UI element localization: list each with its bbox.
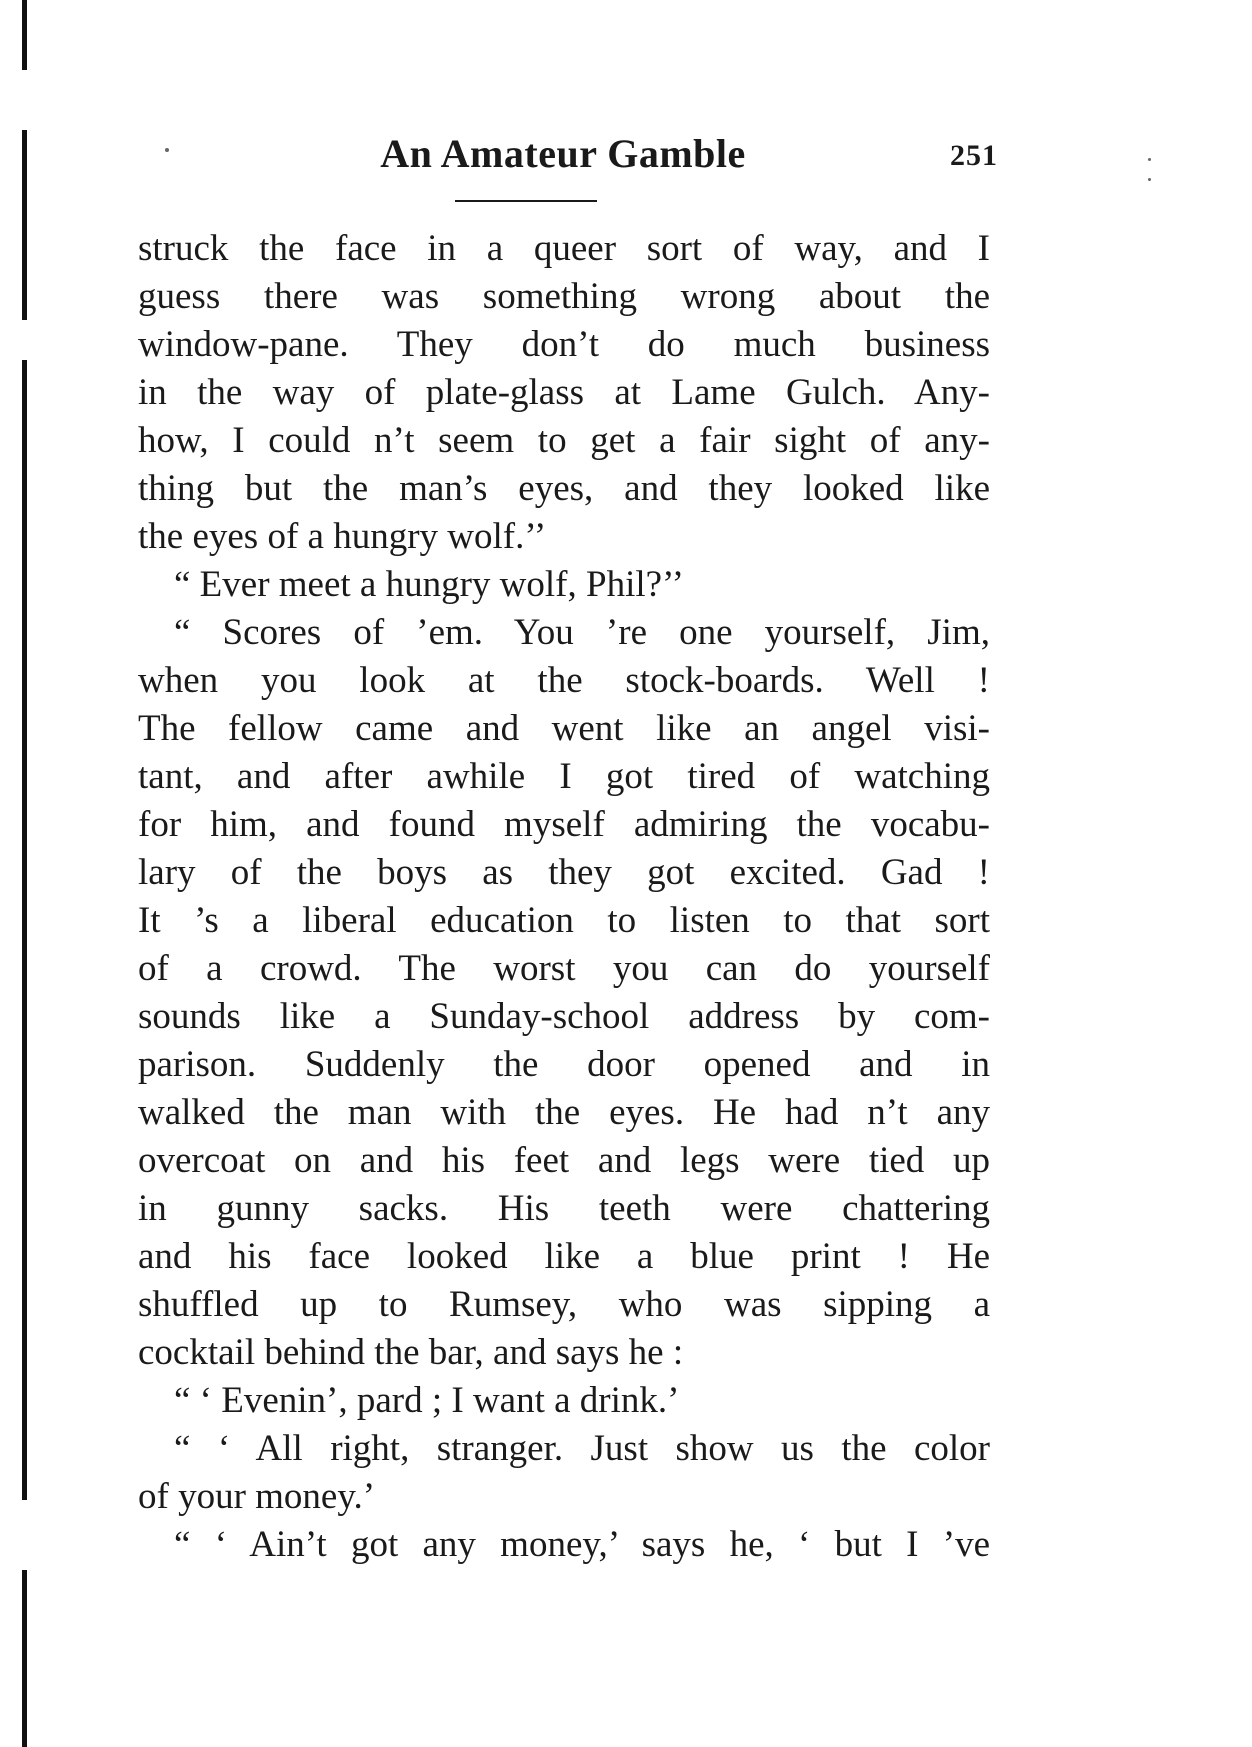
text-line: the eyes of a hungry wolf.’’ <box>138 516 547 557</box>
text-line: “ Ever meet a hungry wolf, Phil?’’ <box>174 564 684 605</box>
text-line: “ ‘ All right, stranger. Just show us the color <box>174 1428 990 1469</box>
text-line: overcoat on and his feet and legs were tied up <box>138 1140 990 1181</box>
text-line: It ’s a liberal education to listen to that sort <box>138 900 990 941</box>
scan-speck <box>1148 158 1151 161</box>
text-line: “ ‘ Evenin’, pard ; I want a drink.’ <box>174 1380 680 1421</box>
running-head-title: An Amateur Gamble <box>380 131 746 176</box>
running-head <box>138 130 998 190</box>
text-line: in gunny sacks. His teeth were chattering <box>138 1188 990 1229</box>
text-line: “ ‘ Ain’t got any money,’ says he, ‘ but I ’ve <box>174 1524 990 1565</box>
text-line: lary of the boys as they got excited. Gad ! <box>138 852 990 893</box>
text-line: cocktail behind the bar, and says he : <box>138 1332 684 1373</box>
text-line: struck the face in a queer sort of way, and I <box>138 228 990 269</box>
text-line: walked the man with the eyes. He had n’t any <box>138 1092 990 1133</box>
text-line: guess there was something wrong about the <box>138 276 990 317</box>
text-line: “ Scores of ’em. You ’re one yourself, Jim, <box>174 612 990 653</box>
binding-edge-gap <box>20 1500 29 1570</box>
binding-edge-gap <box>20 320 29 360</box>
text-line: of a crowd. The worst you can do yourself <box>138 948 990 989</box>
text-line: and his face looked like a blue print ! He <box>138 1236 990 1277</box>
text-line: window-pane. They don’t do much business <box>138 324 990 365</box>
text-line: The fellow came and went like an angel visi- <box>138 708 990 749</box>
text-line: in the way of plate-glass at Lame Gulch. Any- <box>138 372 990 413</box>
text-line: when you look at the stock-boards. Well ! <box>138 660 990 701</box>
page-number: 251 <box>950 139 998 172</box>
text-line: parison. Suddenly the door opened and in <box>138 1044 990 1085</box>
text-line: shuffled up to Rumsey, who was sipping a <box>138 1284 990 1325</box>
text-line: thing but the man’s eyes, and they looked like <box>138 468 990 509</box>
running-head-rule <box>455 200 597 202</box>
page-binding-edge <box>22 0 27 1747</box>
binding-edge-gap <box>20 70 29 130</box>
scan-speck <box>1148 178 1151 181</box>
text-line: sounds like a Sunday-school address by com- <box>138 996 990 1037</box>
text-line: of your money.’ <box>138 1476 376 1517</box>
body-text <box>138 225 990 1569</box>
text-line: tant, and after awhile I got tired of watching <box>138 756 990 797</box>
text-line: how, I could n’t seem to get a fair sight of any- <box>138 420 990 461</box>
text-line: for him, and found myself admiring the vocabu- <box>138 804 990 845</box>
